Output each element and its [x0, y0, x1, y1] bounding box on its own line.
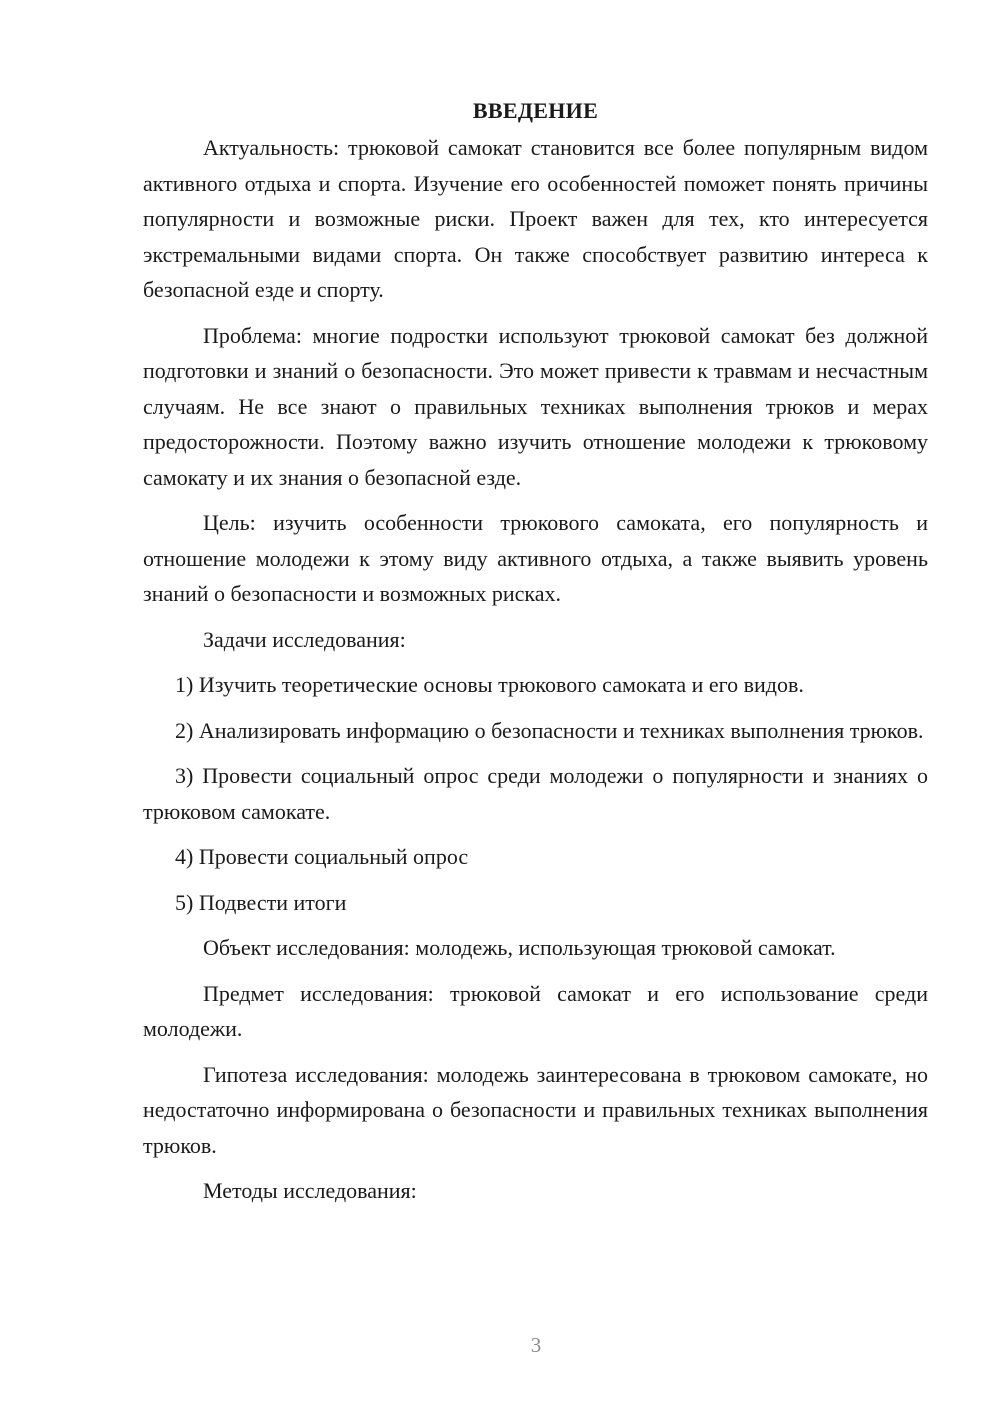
task-item-2: 2) Анализировать информацию о безопасности и техниках выполнения трюков.: [175, 717, 924, 743]
task-item-1: 1) Изучить теоретические основы трюкового самоката и его видов.: [175, 672, 804, 697]
paragraph-goal: Цель: изучить особенности трюкового самоката, его популярность и отношение молодежи к этому виду активного отдыха, а также выявить уровень знаний о безопасности и возможных рисках.: [143, 510, 928, 606]
paragraph-relevance: Актуальность: трюковой самокат становится все более популярным видом активного отдыха и спорта. Изучение его особенностей поможет понять причины популярности и возможные риски. Проект важен для тех, кто интересуется экстремальными видами спорта. Он также способствует развитию интереса к безопасной езде и спорту.: [143, 135, 928, 302]
paragraph-tasks-heading: Задачи исследования:: [203, 626, 406, 652]
paragraph-hypothesis: Гипотеза исследования: молодежь заинтересована в трюковом самокате, но недостаточно информирована о безопасности и правильных техниках выполнения трюков.: [143, 1061, 928, 1158]
task-item-5: 5) Подвести итоги: [175, 889, 347, 915]
paragraph-methods: Методы исследования:: [203, 1178, 417, 1203]
page-number: 3: [530, 1333, 542, 1357]
paragraph-subject: Предмет исследования: трюковой самокат и его использование среди молодежи.: [143, 980, 928, 1041]
section-title: ВВЕДЕНИЕ: [472, 98, 599, 123]
paragraph-problem: Проблема: многие подростки используют трюковой самокат без должной подготовки и знаний о безопасности. Это может привести к травмам и несчастным случаям. Не все знают о правильных техниках выполнения трюков и мерах предосторожности. Поэтому важно изучить отношение молодежи к трюковому самокату и их знания о безопасной езде.: [143, 322, 928, 490]
task-item-3: 3) Провести социальный опрос среди молодежи о популярности и знаниях о трюковом самокате.: [143, 763, 928, 824]
paragraph-object: Объект исследования: молодежь, использующая трюковой самокат.: [203, 935, 836, 960]
document-page: [143, 96, 928, 1219]
task-item-4: 4) Провести социальный опрос: [175, 844, 469, 869]
